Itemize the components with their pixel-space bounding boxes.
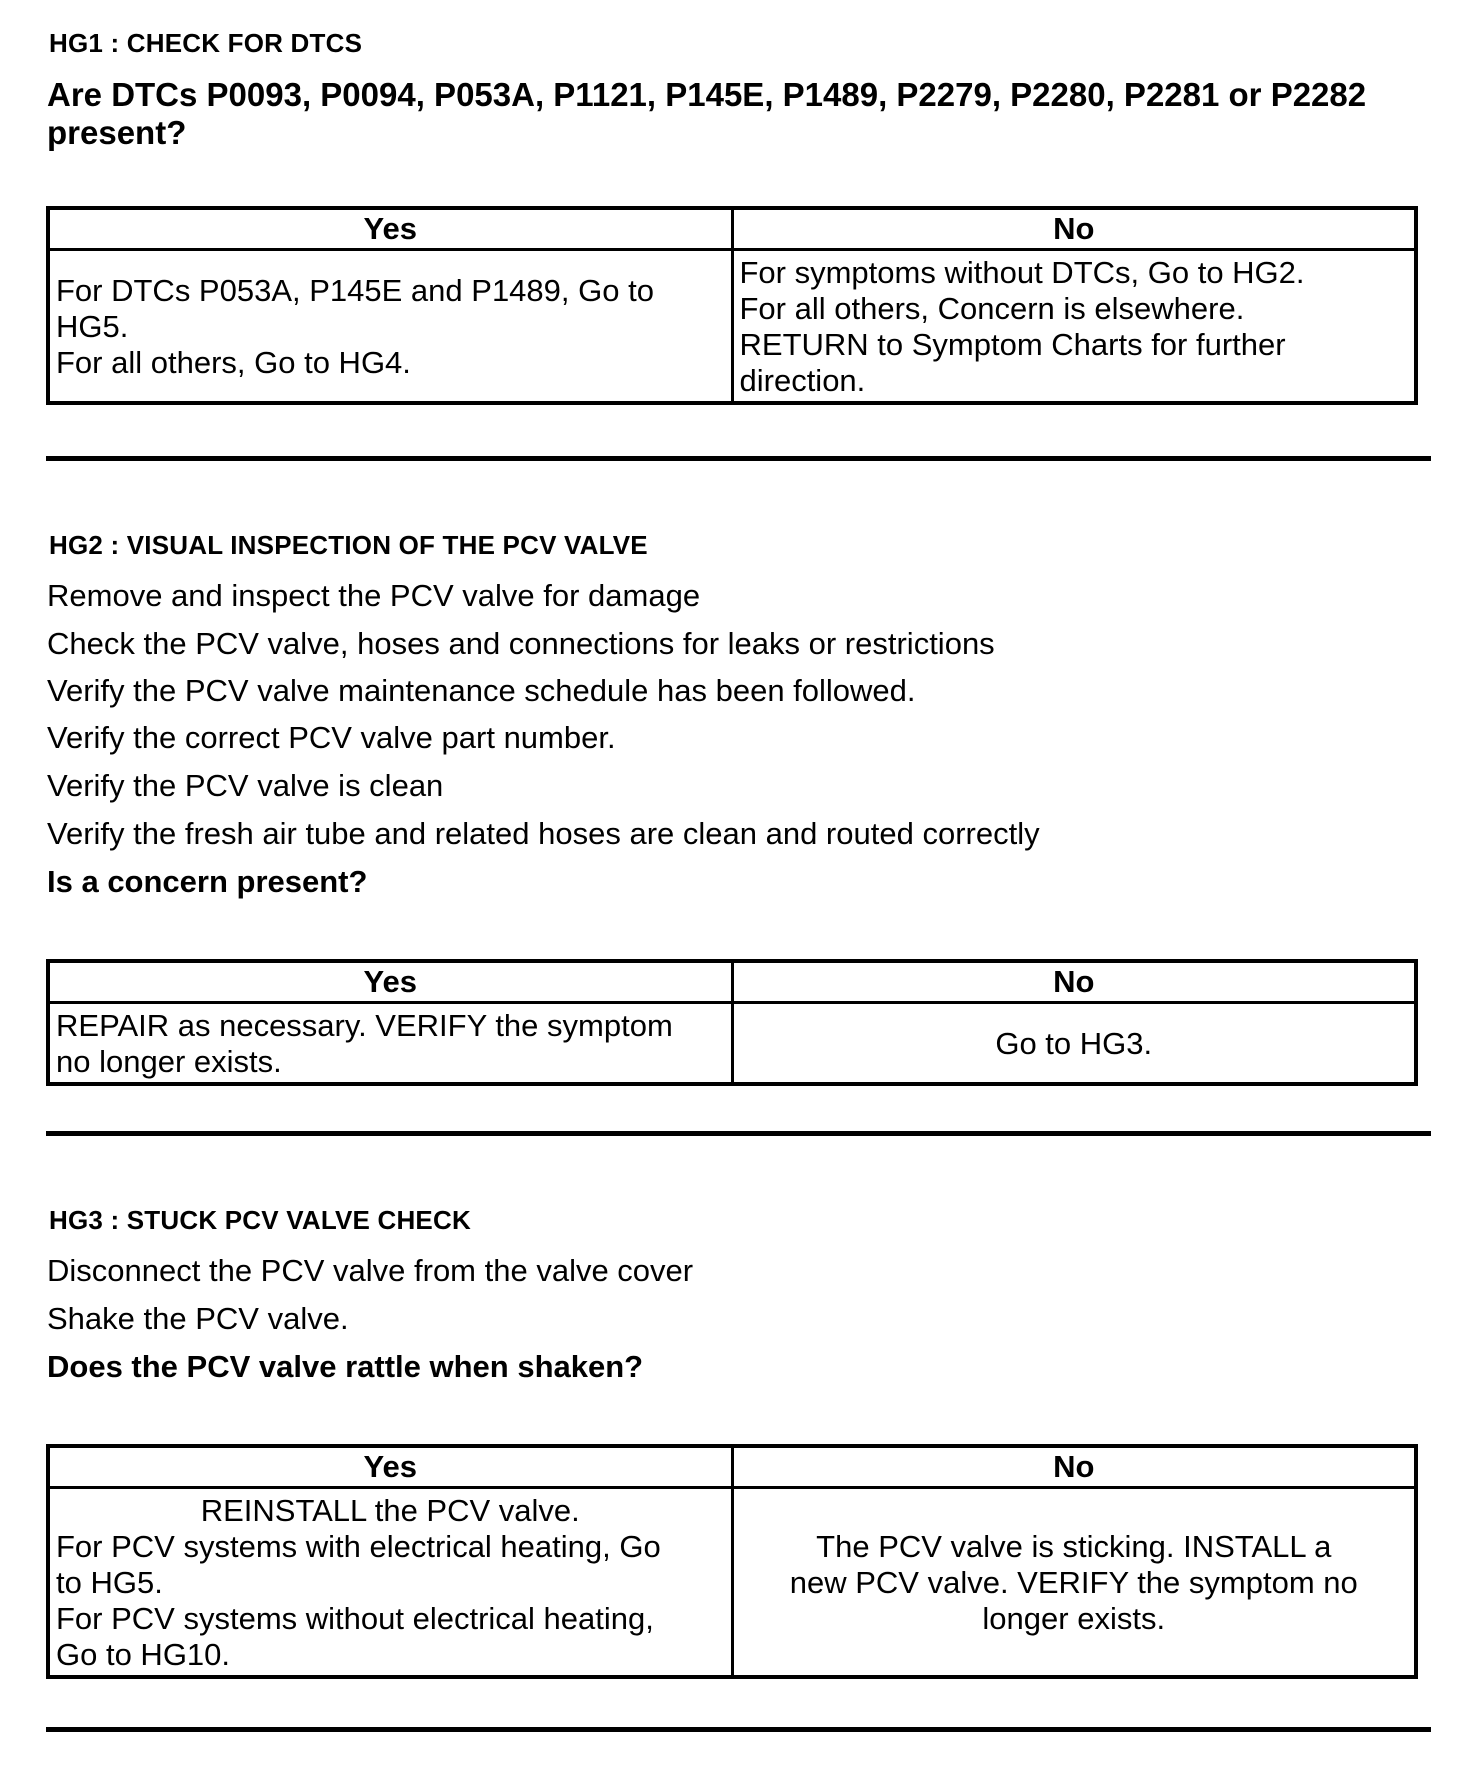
hg3-step: Shake the PCV valve. (47, 1301, 349, 1336)
hg2-step: Verify the fresh air tube and related hoses are clean and routed correctly (47, 816, 1040, 851)
yes-header: Yes (48, 208, 732, 250)
hg1-question-line: Are DTCs P0093, P0094, P053A, P1121, P145E, P1489, P2279, P2280, P2281 or P2282 (47, 76, 1367, 113)
cell-line: For DTCs P053A, P145E and P1489, Go to (56, 273, 654, 308)
hg1-heading: HG1 : CHECK FOR DTCS (49, 28, 363, 58)
hg3-result-table (46, 1444, 1418, 1679)
cell-line: For all others, Concern is elsewhere. (739, 291, 1245, 326)
hg3-question: Does the PCV valve rattle when shaken? (47, 1349, 644, 1384)
cell-line: The PCV valve is sticking. INSTALL a (816, 1529, 1332, 1564)
hg3-step: Disconnect the PCV valve from the valve cover (47, 1253, 694, 1288)
no-header: No (732, 1446, 1416, 1488)
hg2-yes-cell (48, 1003, 732, 1085)
cell-line: For PCV systems without electrical heating, (56, 1601, 654, 1636)
hg3-yes-cell (48, 1488, 732, 1678)
section-divider (46, 1131, 1431, 1136)
cell-line: HG5. (56, 309, 129, 344)
cell-line: new PCV valve. VERIFY the symptom no (789, 1565, 1358, 1600)
cell-line: REINSTALL the PCV valve. (200, 1493, 580, 1528)
yes-header: Yes (48, 1446, 732, 1488)
cell-line: Go to HG3. (995, 1026, 1153, 1061)
no-header: No (732, 208, 1416, 250)
cell-line: REPAIR as necessary. VERIFY the symptom (56, 1008, 673, 1043)
hg3-no-cell (732, 1488, 1416, 1678)
section-divider (46, 1727, 1431, 1732)
hg3-heading: HG3 : STUCK PCV VALVE CHECK (49, 1205, 471, 1235)
cell-line: to HG5. (56, 1565, 163, 1600)
cell-line: longer exists. (982, 1601, 1166, 1636)
cell-line: no longer exists. (56, 1044, 282, 1079)
hg1-yes-cell (48, 250, 732, 404)
hg2-no-cell (732, 1003, 1416, 1085)
hg1-question (47, 76, 1427, 152)
hg2-step: Check the PCV valve, hoses and connections for leaks or restrictions (47, 626, 995, 661)
hg2-step: Verify the correct PCV valve part number. (47, 720, 616, 755)
hg2-heading: HG2 : VISUAL INSPECTION OF THE PCV VALVE (49, 530, 648, 560)
section-divider (46, 456, 1431, 461)
cell-line: For symptoms without DTCs, Go to HG2. (739, 255, 1305, 290)
cell-line: direction. (739, 363, 866, 398)
yes-header: Yes (48, 961, 732, 1003)
cell-line: Go to HG10. (56, 1637, 231, 1672)
cell-line: For all others, Go to HG4. (56, 345, 411, 380)
hg2-step: Verify the PCV valve is clean (47, 768, 444, 803)
hg1-no-cell (732, 250, 1416, 404)
cell-line: RETURN to Symptom Charts for further (739, 327, 1286, 362)
hg2-step: Verify the PCV valve maintenance schedule has been followed. (47, 673, 916, 708)
hg2-step: Remove and inspect the PCV valve for damage (47, 578, 701, 613)
hg1-result-table (46, 206, 1418, 405)
hg2-question: Is a concern present? (47, 864, 368, 899)
hg2-result-table (46, 959, 1418, 1086)
cell-line: For PCV systems with electrical heating, Go (56, 1529, 661, 1564)
hg1-question-line: present? (47, 114, 187, 151)
no-header: No (732, 961, 1416, 1003)
